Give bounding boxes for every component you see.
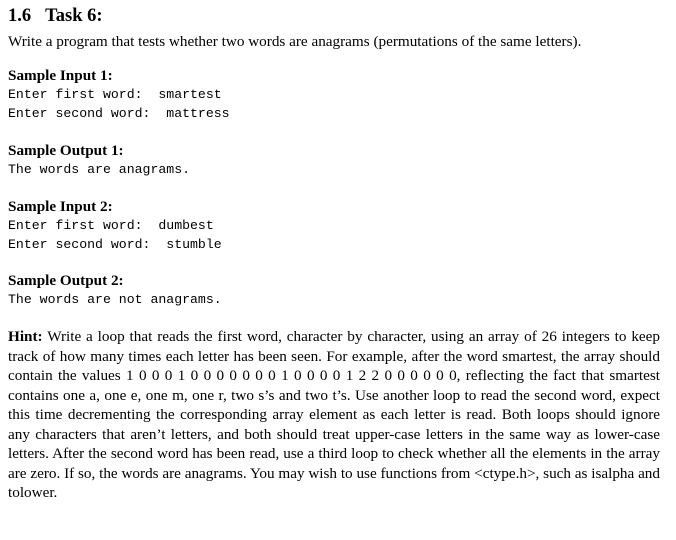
sample-output-1-label: Sample Output 1: bbox=[8, 142, 124, 159]
task-description: Write a program that tests whether two words are anagrams (permutations of the same letters). bbox=[8, 33, 582, 50]
sample-input-1-line: Enter first word: smartest bbox=[8, 87, 222, 102]
sample-output-2-line: The words are not anagrams. bbox=[8, 292, 222, 307]
document-page bbox=[8, 0, 668, 503]
sample-input-1-block bbox=[8, 66, 668, 123]
hint-text: Write a loop that reads the first word, character by character, using an array of 26 integers to keep track of how many times each letter has been seen. For example, after the word smartest, the array should contain the values 1 0 0 0 1 0 0 0 0 0 0 0 1 0 0 0 0 1 2 2 0 0 0 0 0 0, reflecting the fact that smartest contains one a, one e, one m, one r, two s’s and two t’s. Use another loop to read the second word, expect this time decrementing the corresponding array element as each letter is read. Both loops should ignore any characters that aren’t letters, and both should treat upper-case letters in the same way as lower-case letters. After the second word has been read, use a third loop to check whether all the elements in the array are zero. If so, the words are anagrams. You may wish to use functions from <ctype.h>, such as isalpha and tolower. bbox=[8, 328, 660, 501]
hint-paragraph bbox=[8, 327, 660, 503]
hint-label: Hint: bbox=[8, 328, 43, 345]
sample-input-2-line: Enter first word: dumbest bbox=[8, 218, 214, 233]
sample-output-2-block bbox=[8, 271, 668, 309]
sample-input-1-label: Sample Input 1: bbox=[8, 67, 113, 84]
section-title: Task 6: bbox=[45, 6, 103, 26]
section-heading bbox=[8, 0, 668, 29]
sample-output-1-line: The words are anagrams. bbox=[8, 162, 191, 177]
sample-output-2-label: Sample Output 2: bbox=[8, 272, 124, 289]
sample-input-1-line: Enter second word: mattress bbox=[8, 106, 230, 121]
section-number: 1.6 bbox=[8, 6, 32, 26]
sample-input-2-line: Enter second word: stumble bbox=[8, 237, 222, 252]
sample-output-1-block bbox=[8, 141, 668, 179]
sample-input-2-block bbox=[8, 197, 668, 254]
sample-input-2-label: Sample Input 2: bbox=[8, 198, 113, 215]
